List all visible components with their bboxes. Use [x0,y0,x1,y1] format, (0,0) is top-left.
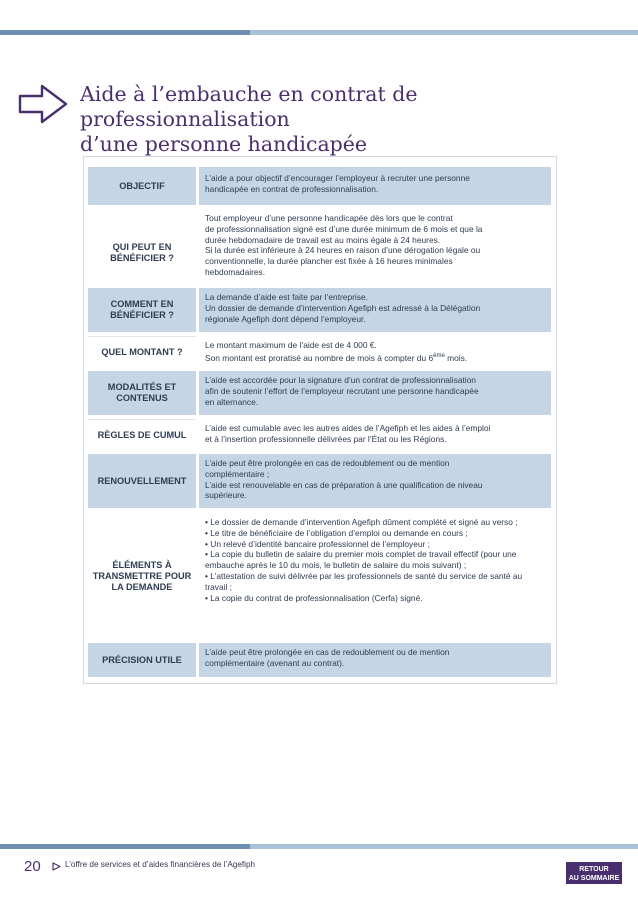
content-line: handicapée en contrat de professionnalisation. [205,183,379,194]
row-label-modalites: MODALITÉS ET CONTENUS [88,371,196,415]
row-label-elements: ÉLÉMENTS À TRANSMETTRE POUR LA DEMANDE [88,512,196,640]
bullet-item [205,528,545,539]
row-content-elements [199,512,551,640]
content-line: Le montant maximum de l’aide est de 4 000 €. [205,340,377,350]
content-text: Son montant est proratisé au nombre de mois à compter du 6 [205,352,434,363]
bottom-decorative-bar [0,844,638,849]
content-line: L’aide est renouvelable en cas de préparation à une qualification de niveau [205,479,483,490]
content-line: et à l’insertion professionnelle délivrées par l’État ou les Régions. [205,433,447,444]
table-row-elements [88,512,551,640]
row-label-comment: COMMENT EN BÉNÉFICIER ? [88,288,196,332]
content-line: en alternance. [205,396,259,407]
content-line: L’aide peut être prolongée en cas de redoublement ou de mention [205,458,450,468]
footer-publication-title: L’offre de services et d’aides financières de l’Agefiph [65,860,256,869]
page-title [80,82,600,157]
back-button-line-1: RETOUR [579,866,609,873]
bullet-text: Le titre de bénéficiaire de l’obligation d’emploi ou demande en cours ; [210,527,468,538]
content-line: conventionnelle, la durée plancher est fixée à 16 heures minimales [205,256,453,267]
bullet-dot: • [205,517,208,527]
content-line: complémentaire ; [205,468,270,479]
table-row-renouvellement [88,454,551,508]
content-text: mois. [444,352,468,363]
bullet-text: L’attestation de suivi délivrée par les professionnels de santé du service de santé au travail ; [205,570,523,592]
row-content-precision [199,643,551,677]
bullet-dot: • [205,592,208,603]
content-line [205,351,545,364]
row-content-qui-peut [199,209,551,284]
bullet-item [205,517,545,528]
content-line: afin de soutenir l’effort de l’employeur recrutant une personne handicapée [205,385,479,396]
triangle-right-icon [52,862,61,871]
back-to-summary-button[interactable] [566,862,622,884]
page-title-line-1: Aide à l’embauche en contrat de professionnalisation [80,82,418,131]
back-button-line-2: AU SOMMAIRE [568,875,620,882]
content-line: L’aide est accordée pour la signature d’un contrat de professionnalisation [205,375,476,385]
row-content-cumul [199,419,551,451]
bullet-item [205,549,545,571]
bullet-dot: • [205,549,208,560]
bullet-dot: • [205,570,208,581]
page-title-line-2: d’une personne handicapée [80,132,368,156]
content-line: durée hebdomadaire de travail est au moins égale à 24 heures. [205,234,441,245]
content-line: La demande d’aide est faite par l’entreprise. [205,292,368,302]
content-line: de professionnalisation signé est d’une durée minimum de 6 mois et que la [205,223,483,234]
content-line: Tout employeur d’une personne handicapée dès lors que le contrat [205,213,453,223]
row-content-comment [199,288,551,332]
bullet-item [205,593,545,604]
bullet-text: La copie du bulletin de salaire du premier mois complet de travail effectif (pour une embauche après le 10 du mois, le bulletin de salaire du mois suivant) ; [205,549,517,571]
bullet-text: Le dossier de demande d’intervention Agefiph dûment complété et signé au verso ; [210,517,518,527]
table-row-comment [88,288,551,332]
row-content-objectif [199,167,551,205]
content-line: supérieure. [205,490,247,501]
bullet-item [205,539,545,550]
arrow-right-icon [16,82,72,126]
table-row-cumul [88,419,551,451]
table-row-modalites [88,371,551,415]
row-label-precision: PRÉCISION UTILE [88,643,196,677]
row-label-montant: QUEL MONTANT ? [88,336,196,368]
content-line: Un dossier de demande d’intervention Agefiph est adressé à la Délégation [205,302,481,313]
row-label-renouvellement: RENOUVELLEMENT [88,454,196,508]
table-row-precision [88,643,551,677]
row-label-objectif: OBJECTIF [88,167,196,205]
content-line: hebdomadaires. [205,266,266,277]
bullet-item [205,571,545,593]
content-line: régionale Agefiph dont dépend l’employeur. [205,313,366,324]
content-line: L’aide peut être prolongée en cas de redoublement ou de mention [205,647,450,657]
table-row-montant [88,336,551,368]
row-content-montant [199,336,551,368]
row-content-modalites [199,371,551,415]
top-decorative-bar [0,30,638,35]
bullet-dot: • [205,527,208,538]
row-content-renouvellement [199,454,551,508]
superscript: ème [433,352,445,359]
bullet-text: La copie du contrat de professionnalisation (Cerfa) signé. [210,592,423,603]
content-line: Si la durée est inférieure à 24 heures en raison d’une dérogation légale ou [205,245,481,256]
content-line: complémentaire (avenant au contrat). [205,657,345,668]
aid-details-table [83,156,557,684]
content-line: L’aide a pour objectif d’encourager l’employeur à recruter une personne [205,173,470,183]
row-label-qui-peut: QUI PEUT EN BÉNÉFICIER ? [88,209,196,284]
page-number: 20 [24,858,41,875]
bullet-text: Un relevé d’identité bancaire professionnel de l’employeur ; [210,538,431,549]
table-row-objectif [88,167,551,205]
content-line: L’aide est cumulable avec les autres aides de l’Agefiph et les aides à l’emploi [205,423,491,433]
bottom-bar-dark-segment [0,844,250,849]
bullet-dot: • [205,538,208,549]
bottom-bar-light-segment [250,844,638,849]
top-bar-light-segment [250,30,638,35]
row-label-cumul: RÈGLES DE CUMUL [88,419,196,451]
top-bar-dark-segment [0,30,250,35]
table-row-qui-peut [88,209,551,284]
